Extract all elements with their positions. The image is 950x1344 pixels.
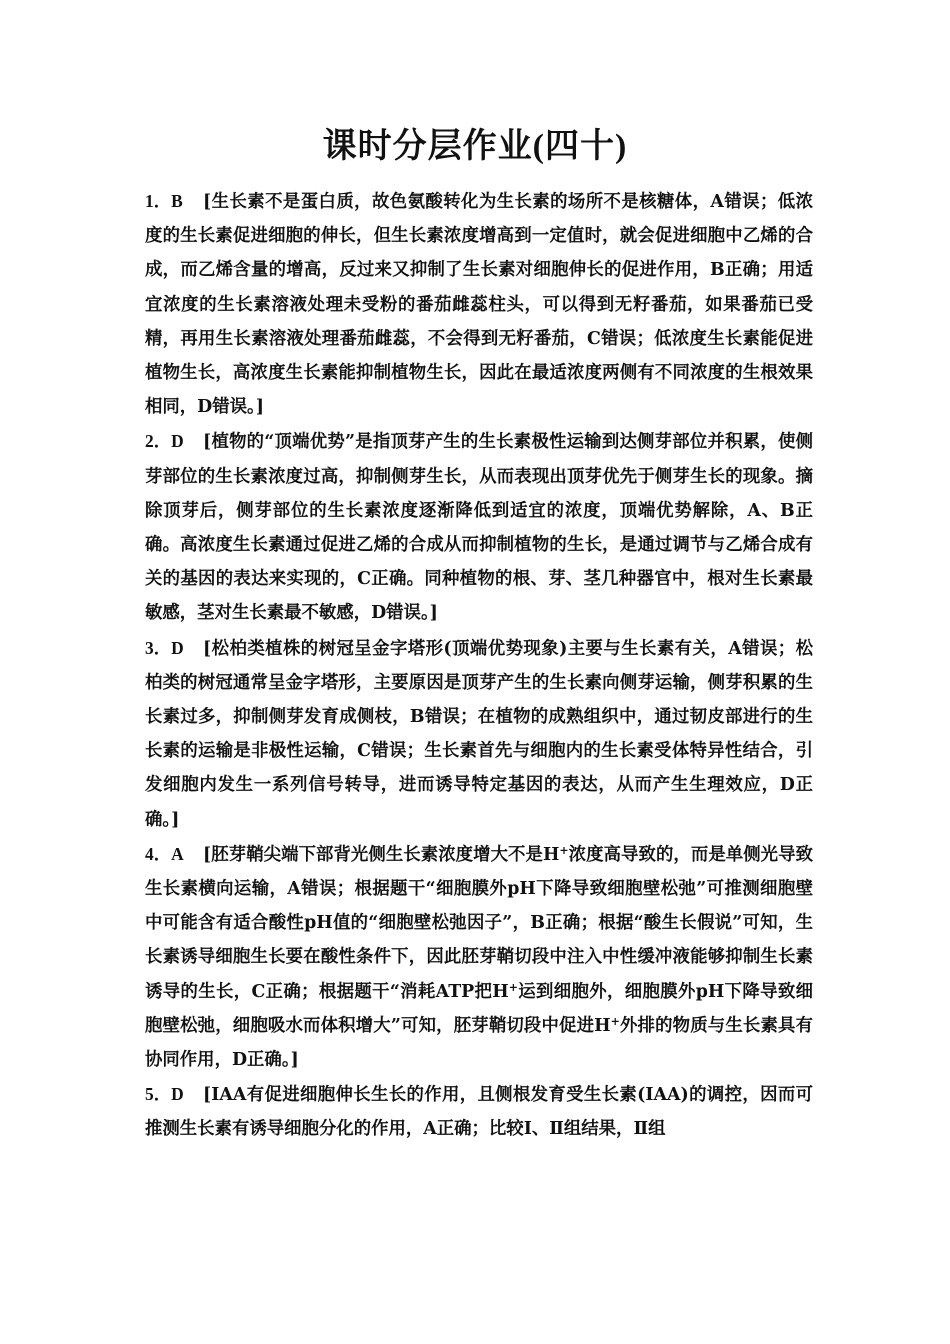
answer-item-1 [145, 184, 813, 424]
answer-letter: D [171, 431, 184, 452]
answer-item-4 [145, 837, 813, 1077]
answer-explanation: 浓度高导致的，而是单侧光导致生长素横向运输，A错误；根据题干“细胞膜外pH下降导致细胞壁松弛”可推测细胞壁中可能含有适合酸性pH值的“细胞壁松弛因子”，B正确；根据“酸生长假说”可知，生长素诱导细胞生长要在酸性条件下，因此胚芽鞘切段中注入中性缓冲液能够抑制生长素诱导的生长，C正确；根据题干“消耗ATP把H [145, 844, 813, 1002]
answer-explanation: [松柏类植株的树冠呈金字塔形(顶端优势现象)主要与生长素有关，A错误；松柏类的树冠通常呈金字塔形，主要原因是顶芽产生的生长素向侧芽运输，侧芽积累的生长素过多，抑制侧芽发育成侧枝，B错误；在植物的成熟组织中，通过韧皮部进行的生长素的运输是非极性运输，C错误；生长素首先与细胞内的生长素受体特异性结合，引发细胞内发生一系列信号转导，进而诱导特定基因的表达，从而产生生理效应，D正确。] [145, 638, 813, 830]
answer-list [145, 184, 813, 1147]
answer-letter: D [171, 1084, 184, 1105]
answer-explanation: [胚芽鞘尖端下部背光侧生长素浓度增大不是H [203, 844, 560, 865]
page-title: 课时分层作业(四十) [322, 128, 628, 165]
answer-explanation: [生长素不是蛋白质，故色氨酸转化为生长素的场所不是核糖体，A错误；低浓度的生长素促进细胞的伸长，但生长素浓度增高到一定值时，就会促进细胞中乙烯的合成，而乙烯含量的增高，反过来又抑制了生长素对细胞伸长的促进作用，B正确；用适宜浓度的生长素溶液处理未受粉的番茄雌蕊柱头，可以得到无籽番茄，如果番茄已受精，再用生长素溶液处理番茄雌蕊，不会得到无籽番茄，C错误；低浓度生长素能促进植物生长，高浓度生长素能抑制植物生长，因此在最适浓度两侧有不同浓度的生根效果相同，D错误。] [145, 192, 813, 418]
superscript-plus: + [610, 1014, 620, 1028]
answer-explanation: [IAA有促进细胞伸长生长的作用，且侧根发育受生长素(IAA)的调控，因而可推测生长素有诱导细胞分化的作用，A正确；比较Ⅰ、Ⅱ组结果，Ⅱ组 [145, 1085, 813, 1140]
answer-number: 3． [145, 637, 172, 658]
superscript-plus: + [508, 980, 518, 994]
answer-letter: A [171, 843, 184, 864]
answer-explanation: [植物的“顶端优势”是指顶芽产生的生长素极性运输到达侧芽部位并积累，使侧芽部位的生长素浓度过高，抑制侧芽生长，从而表现出顶芽优先于侧芽生长的现象。摘除顶芽后，侧芽部位的生长素浓度逐渐降低到适宜的浓度，顶端优势解除，A、B正确。高浓度生长素通过促进乙烯的合成从而抑制植物的生长，是通过调节与乙烯合成有关的基因的表达来实现的，C正确。同种植物的根、芽、茎几种器官中，根对生长素最敏感，茎对生长素最不敏感，D错误。] [145, 432, 813, 624]
answer-item-3 [145, 631, 813, 837]
superscript-plus: + [559, 843, 569, 857]
answer-number: 2． [145, 431, 172, 452]
answer-number: 1． [145, 191, 172, 211]
answer-item-5 [145, 1077, 813, 1146]
answer-explanation: 运到细胞外，细胞膜外pH下降导致细胞壁松弛，细胞吸水而体积增大”可知，胚芽鞘切段中促进H [145, 981, 813, 1036]
answer-explanation: 外排的物质与生长素具有协同作用，D正确。] [145, 1015, 813, 1071]
answer-number: 4． [145, 843, 172, 864]
answer-letter: D [171, 637, 184, 658]
answer-item-2 [145, 424, 813, 630]
answer-letter: B [171, 191, 183, 211]
answer-number: 5． [145, 1084, 172, 1105]
